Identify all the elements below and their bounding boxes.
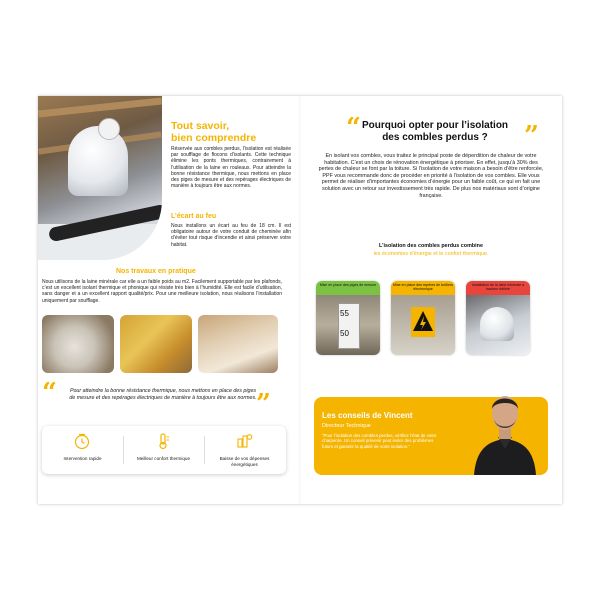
- advantage-item: [204, 426, 285, 474]
- advantage-item: [42, 426, 123, 474]
- portrait-vincent: [470, 379, 540, 475]
- quote-close-icon: ”: [256, 389, 271, 419]
- title-quote-open-icon: “: [346, 113, 361, 143]
- advantage-label: Meilleur confort thermique: [136, 456, 191, 461]
- right-title-line2: des combles perdus ?: [382, 132, 488, 143]
- clock-icon: [73, 432, 91, 450]
- ecart-text: Nous installons un écart au feu de 18 cm. Il est obligatoire autour de votre conduit de cheminée afin d’éviter tout risque d’incendie et ainsi préserver votre habitat.: [171, 223, 291, 248]
- hero-photo-worker-attic: [38, 96, 162, 260]
- left-title-line1: Tout savoir,: [171, 120, 230, 132]
- right-page: [300, 96, 562, 504]
- step-card-installation: [466, 281, 530, 355]
- left-page: [38, 96, 300, 504]
- advantages-box: [42, 426, 286, 474]
- ecart-title: L’écart au feu: [171, 213, 217, 220]
- gauge-label-top: 55: [340, 309, 349, 318]
- step-card-piges: [316, 281, 380, 355]
- brochure-spread: [38, 96, 562, 504]
- left-quote: Pour atteindre la bonne résistance thermique, nous mettons en place des piges de mesure et des repérages électriques de manière à toujours être aux normes.: [69, 388, 257, 401]
- advantage-label: Baisse de vos dépenses énergétiques: [219, 456, 270, 467]
- quote-open-icon: “: [42, 378, 57, 408]
- thermometer-icon: [154, 432, 172, 450]
- conseils-name: Les conseils de Vincent: [322, 411, 413, 420]
- title-quote-close-icon: ”: [524, 121, 539, 151]
- right-title-line1: Pourquoi opter pour l’isolation: [361, 120, 509, 131]
- intro-text: Réservée aux combles perdus, l’isolation est réalisée par soufflage de flocons d’isolants. Cette technique élimine les ponts thermiques, contrairement à l’utilisation de la laine en rouleaux. Pour atteindre la bonne résistance thermique, nous mettons en place des piges de mesure et des repérages électriques de manière à toujours être aux normes.: [171, 146, 291, 190]
- step-caption: Mise en place des piges de mesure: [316, 281, 380, 295]
- step-caption: Mise en place des repères de boîtiers électronique: [391, 281, 455, 295]
- combine-line2: les économies d’énergie et le confort thermique.: [373, 251, 489, 257]
- advantage-label: Intervention rapide: [63, 456, 102, 461]
- conseils-quote: “Pour l’isolation des combles perdus, vérifiez l’état de votre charpente. Un conseil prévenir peut éviter des problèmes futurs et garantir la qualité de votre isolation.”: [322, 433, 437, 449]
- travaux-text: Nous utilisons de la laine minérale car elle a un faible poids au m2. Facilement supportable par les plafonds, c’est un excellent isolant thermique et phonique qui résiste très bien à l’humidité. Elle est facile d’utilisation, sans danger et a un excellent rapport qualité/prix. Pour une meilleure isolation, nous réalisons l’installation uniquement par soufflage.: [42, 279, 282, 304]
- gauge-photo: [316, 295, 380, 355]
- photo-laine-jaune: [120, 315, 192, 373]
- left-title: [171, 120, 256, 144]
- gauge-label-bottom: 50: [340, 329, 349, 338]
- right-title: [360, 120, 510, 144]
- electric-marker-photo: [391, 295, 455, 355]
- conseils-role: Directeur Technique: [322, 423, 371, 429]
- installation-photo: [466, 295, 530, 355]
- step-card-reperes: [391, 281, 455, 355]
- advantage-item: [123, 426, 204, 474]
- step-caption: Installation de la laine minérale à hauteur définie: [466, 281, 530, 295]
- travaux-title: Nos travaux en pratique: [116, 268, 196, 275]
- right-body-text: En isolant vos combles, vous traitez le principal poste de déperdition de chaleur de votre habitation. C’est un choix de rénovation énergétique à prioriser. En effet, jusqu’à 30% des pertes de chaleur se font par la toiture. Si l’isolation de votre maison a besoin d’être renforcée, PPF vous recommande donc de procéder en priorité à l’isolation de vos combles. Elle vous permet de réaliser d’importantes économies d’énergie pour un faible coût, ce qui en fait une solution avec un retour sur investissement très rapide. De plus nos matériaux sont d’origine française.: [318, 153, 544, 199]
- combine-line1: L’isolation des combles perdus combine: [379, 243, 483, 249]
- savings-icon: [235, 432, 253, 450]
- photo-laine-minerale: [42, 315, 114, 373]
- left-title-line2: bien comprendre: [171, 132, 257, 144]
- photo-souffleur: [198, 315, 278, 373]
